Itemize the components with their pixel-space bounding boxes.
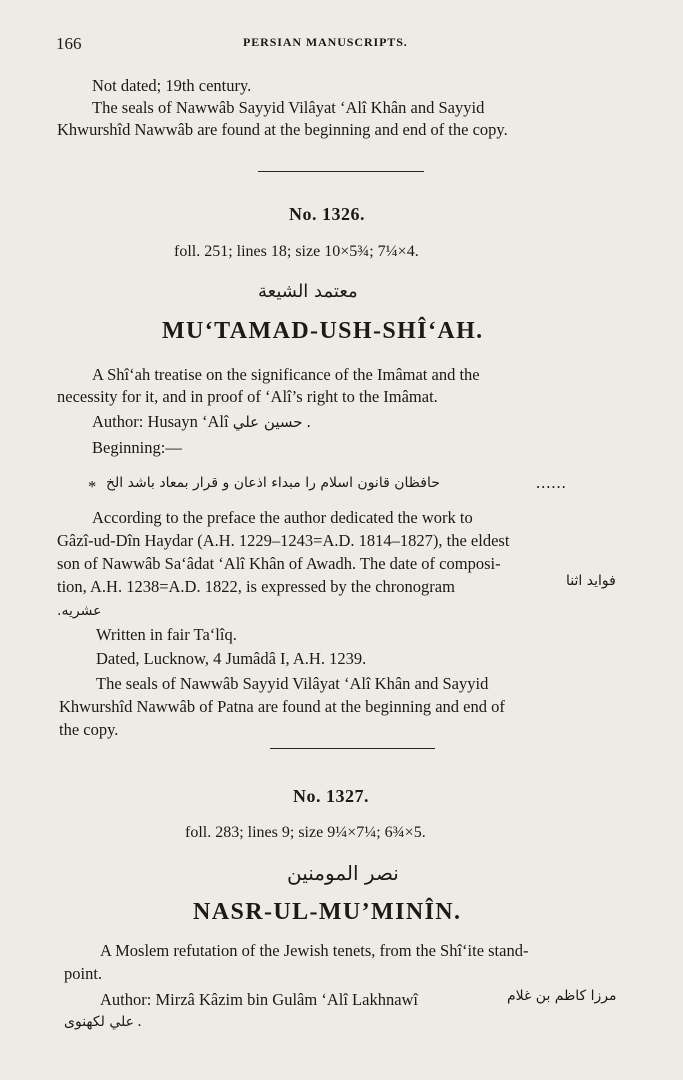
author-arabic-part-1: مرزا كاظم بن غلام [507,988,617,1004]
entry-author [100,989,418,1011]
entry-author [92,411,311,433]
author-label: Author: [92,412,144,431]
dating-line: Dated, Lucknow, 4 Jumâdâ I, A.H. 1239. [96,649,367,668]
section-divider [270,748,435,749]
entry-number: No. 1327. [293,786,369,806]
author-label: Author: [100,990,152,1009]
author-end: . [137,1013,142,1030]
entry-description-line-2: necessity for it, and in proof of ‘Alî’s right to the Imâmat. [57,387,438,406]
script-description: Written in fair Ta‘lîq. [96,625,237,644]
preface-line-1: According to the preface the author dedicated the work to [92,508,473,527]
beginning-ellipsis: ...... [536,473,567,492]
preface-line-3: son of Nawwâb Sa‘âdat ‘Alî Khân of Awadh. The date of composi- [57,554,501,573]
preface-line-2: Gâzî-ud-Dîn Haydar (A.H. 1229–1243=A.D. 1814–1827), the eldest [57,531,510,550]
entry-description-line-1: A Moslem refutation of the Jewish tenets, from the Shî‘ite stand- [100,941,529,960]
seals-line-1: The seals of Nawwâb Sayyid Vilâyat ‘Alî Khân and Sayyid [96,674,489,693]
seals-line-2: Khwurshîd Nawwâb of Patna are found at the beginning and end of [59,697,505,716]
beginning-arabic: حافظان قانون اسلام را مبداء اذعان و قرار بمعاد باشد الخ [106,475,440,491]
prev-seals-line-1: The seals of Nawwâb Sayyid Vilâyat ‘Alî Khân and Sayyid [92,98,485,117]
beginning-label: Beginning:— [92,438,182,457]
entry-title: NASR-UL-MU’MINÎN. [193,899,462,925]
entry-title: MU‘TAMAD-USH-SHÎ‘AH. [162,318,484,344]
entry-physical-description: foll. 251; lines 18; size 10×5¾; 7¼×4. [174,243,419,260]
chronogram-arabic-part-1: فوايد اثنا [566,573,616,589]
entry-arabic-title: معتمد الشيعة [258,281,358,302]
entry-description-line-2: point. [64,964,103,983]
entry-physical-description: foll. 283; lines 9; size 9¼×7¼; 6¾×5. [185,824,426,841]
author-arabic-part-2: علي لكهنوى [64,1014,134,1030]
section-divider [258,171,424,172]
author-arabic-line-2 [64,1013,141,1031]
seals-line-3: the copy. [59,720,119,739]
prev-dating-line: Not dated; 19th century. [92,76,252,95]
page-number: 166 [56,34,82,53]
beginning-star: * [88,477,97,496]
entry-number: No. 1326. [289,204,365,224]
author-name: Mirzâ Kâzim bin Gulâm ‘Alî Lakhnawî [155,990,419,1009]
preface-line-4: tion, A.H. 1238=A.D. 1822, is expressed by the chronogram [57,577,455,596]
entry-arabic-title: نصر المومنين [287,861,399,885]
author-end: . [306,412,311,431]
author-arabic: حسين علي [232,413,303,431]
chronogram-arabic-part-2: عشريه. [57,603,102,619]
prev-seals-line-2: Khwurshîd Nawwâb are found at the beginning and end of the copy. [57,120,508,139]
author-name: Husayn ‘Alî [147,412,229,431]
entry-description-line-1: A Shî‘ah treatise on the significance of the Imâmat and the [92,365,480,384]
running-title: PERSIAN MANUSCRIPTS. [243,35,408,49]
